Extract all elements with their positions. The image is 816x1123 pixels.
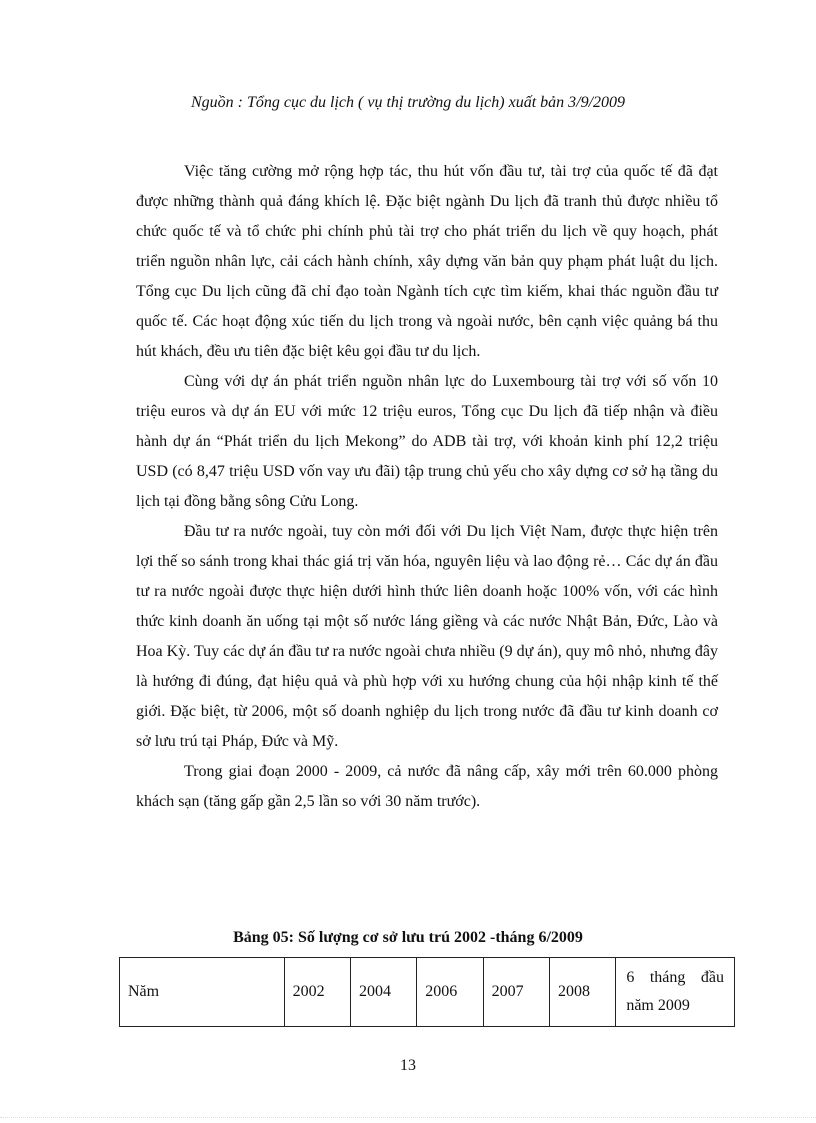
table-header-row [120,958,735,1027]
page-number: 13 [400,1057,416,1074]
paragraph-international-cooperation: Việc tăng cường mở rộng hợp tác, thu hút vốn đầu tư, tài trợ của quốc tế đã đạt được những thành quả đáng khích lệ. Đặc biệt ngành Du lịch đã tranh thủ được nhiều tổ chức quốc tế và tổ chức phi chính phủ tài trợ cho phát triển du lịch về quy hoạch, phát triển nguồn nhân lực, cải cách hành chính, xây dựng văn bản quy phạm phát luật du lịch. Tổng cục Du lịch cũng đã chỉ đạo toàn Ngành tích cực tìm kiếm, khai thác nguồn đầu tư quốc tế. Các hoạt động xúc tiến du lịch trong và ngoài nước, bên cạnh việc quảng bá thu hút khách, đều ưu tiên đặc biệt kêu gọi đầu tư du lịch. [136,163,718,360]
table-cell-year-label: Năm [120,958,285,1027]
table-cell-year: 2004 [350,958,416,1027]
paragraph-outbound-investment: Đầu tư ra nước ngoài, tuy còn mới đối với Du lịch Việt Nam, được thực hiện trên lợi thế so sánh trong khai thác giá trị văn hóa, nguyên liệu và lao động rẻ… Các dự án đầu tư ra nước ngoài được thực hiện dưới hình thức liên doanh hoặc 100% vốn, với các hình thức kinh doanh ăn uống tại một số nước láng giềng và các nước Nhật Bản, Đức, Lào và Hoa Kỳ. Tuy các dự án đầu tư ra nước ngoài chưa nhiều (9 dự án), quy mô nhỏ, nhưng đây là hướng đi đúng, đạt hiệu quả và phù hợp với xu hướng chung của hội nhập kinh tế thế giới. Đặc biệt, từ 2006, một số doanh nghiệp du lịch trong nước đã đầu tư kinh doanh cơ sở lưu trú tại Pháp, Đức và Mỹ. [136,523,718,750]
body-text [136,157,718,817]
table-cell-year: 2002 [284,958,350,1027]
accommodation-table [119,957,735,1027]
page-bottom-divider [0,1117,816,1118]
table-cell-year: 6 tháng đầu năm 2009 [616,958,735,1027]
paragraph-mekong-project: Cùng với dự án phát triển nguồn nhân lực do Luxembourg tài trợ với số vốn 10 triệu euros và dự án EU với mức 12 triệu euros, Tổng cục Du lịch đã tiếp nhận và điều hành dự án “Phát triển du lịch Mekong” do ADB tài trợ, với khoản kinh phí 12,2 triệu USD (có 8,47 triệu USD vốn vay ưu đãi) tập trung chủ yếu cho xây dựng cơ sở hạ tầng du lịch tại đồng bằng sông Cửu Long. [136,373,718,510]
source-note: Nguồn : Tổng cục du lịch ( vụ thị trường du lịch) xuất bản 3/9/2009 [190,94,626,111]
table-cell-year: 2008 [549,958,615,1027]
table-cell-year: 2007 [483,958,549,1027]
table-cell-year: 2006 [417,958,483,1027]
paragraph-hotel-rooms: Trong giai đoạn 2000 - 2009, cả nước đã nâng cấp, xây mới trên 60.000 phòng khách sạn (tăng gấp gần 2,5 lần so với 30 năm trước). [136,763,718,810]
table-caption: Bảng 05: Số lượng cơ sở lưu trú 2002 -tháng 6/2009 [233,929,583,946]
